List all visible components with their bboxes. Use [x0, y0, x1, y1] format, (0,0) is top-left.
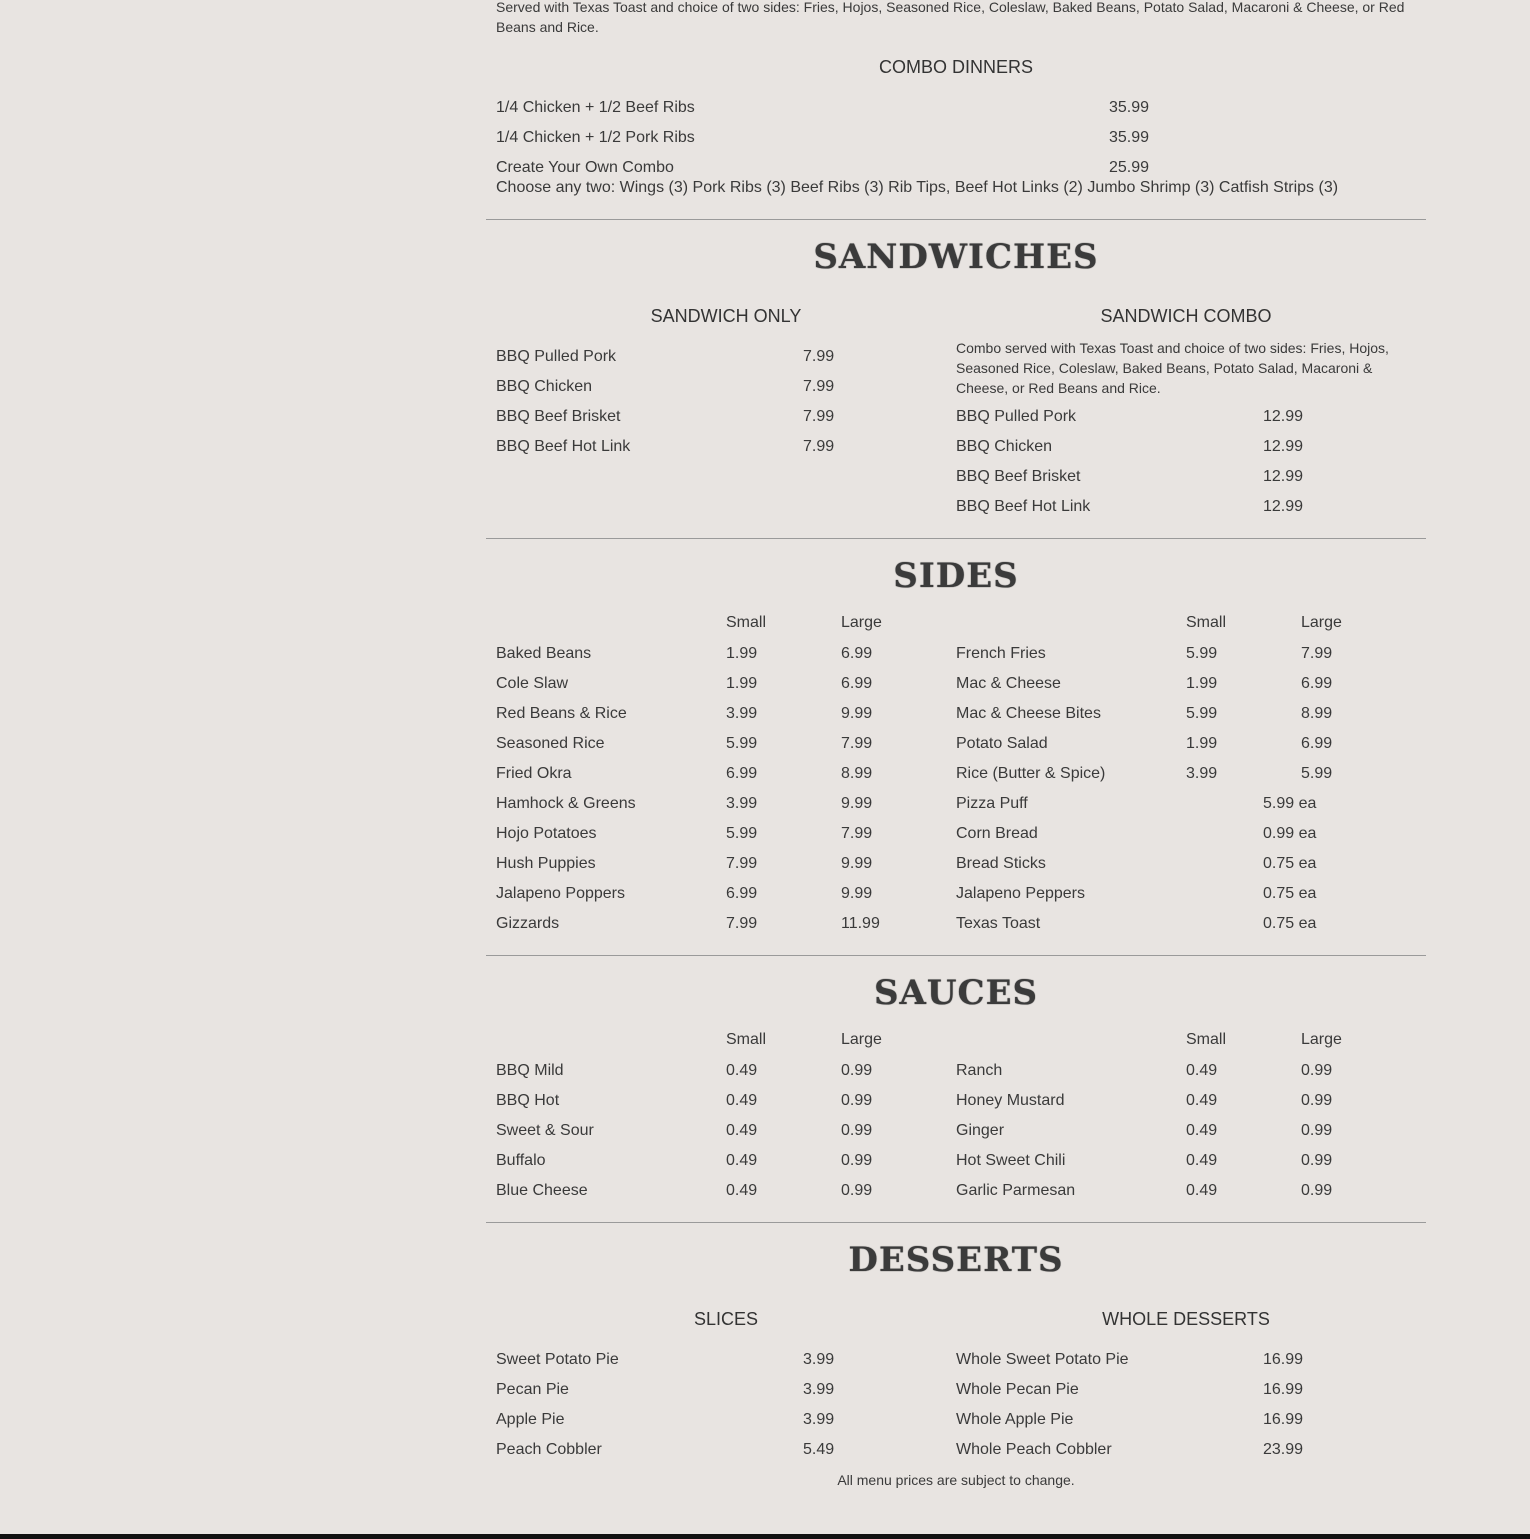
side-item-small-price: 5.99 [1186, 645, 1218, 662]
side-item-small-price: 6.99 [726, 885, 758, 902]
sauce-item-name: Blue Cheese [496, 1182, 588, 1199]
side-item-small-price: 5.99 [1186, 705, 1218, 722]
side-item-small-price: 3.99 [726, 705, 758, 722]
platters-note: Served with Texas Toast and choice of two sides: Fries, Hojos, Seasoned Rice, Coleslaw, Baked Beans, Potato Salad, Macaroni & Cheese, or Red Beans and Rice. [496, 0, 1405, 35]
sauces-large-header-left: Large [841, 1031, 882, 1048]
dessert-whole-item-name: Whole Pecan Pie [956, 1381, 1079, 1398]
sauce-item-large-price: 0.99 [841, 1062, 873, 1079]
sandwich-combo-item-name: BBQ Beef Brisket [956, 468, 1081, 485]
side-each-item-price: 0.75 ea [1263, 885, 1317, 902]
sauce-item-name: Ranch [956, 1062, 1003, 1079]
divider [486, 1222, 1426, 1223]
side-item-small-price: 7.99 [726, 915, 758, 932]
side-each-item-price: 5.99 ea [1263, 795, 1317, 812]
dessert-slice-item-price: 3.99 [803, 1411, 835, 1428]
side-item-name: Cole Slaw [496, 675, 569, 692]
combo-item-name: Create Your Own Combo [496, 159, 674, 176]
combo-item-price: 25.99 [1109, 159, 1150, 176]
sandwich-only-item-name: BBQ Pulled Pork [496, 348, 617, 365]
sauce-item-large-price: 0.99 [1301, 1062, 1333, 1079]
side-item-large-price: 9.99 [841, 885, 873, 902]
sauce-item-small-price: 0.49 [726, 1152, 758, 1169]
combo-item-name: 1/4 Chicken + 1/2 Pork Ribs [496, 129, 695, 146]
combo-item-price: 35.99 [1109, 99, 1150, 116]
sauce-item-large-price: 0.99 [1301, 1152, 1333, 1169]
sauce-item-large-price: 0.99 [841, 1092, 873, 1109]
sauce-item-name: Ginger [956, 1122, 1005, 1139]
sides-title: SIDES [893, 556, 1019, 596]
side-item-name: Seasoned Rice [496, 735, 605, 752]
sauce-item-small-price: 0.49 [726, 1062, 758, 1079]
side-item-small-price: 7.99 [726, 855, 758, 872]
sandwich-combo-item-price: 12.99 [1263, 408, 1304, 425]
sauce-item-name: Hot Sweet Chili [956, 1152, 1066, 1169]
side-item-large-price: 9.99 [841, 705, 873, 722]
combo-item-price: 35.99 [1109, 129, 1150, 146]
side-item-large-price: 6.99 [841, 675, 873, 692]
sandwich-combo-item-price: 12.99 [1263, 438, 1304, 455]
sides-small-header-left: Small [726, 614, 767, 631]
side-item-small-price: 6.99 [726, 765, 758, 782]
dessert-whole-item-name: Whole Peach Cobbler [956, 1441, 1112, 1458]
dessert-slice-item-name: Pecan Pie [496, 1381, 569, 1398]
side-each-item-name: Bread Sticks [956, 855, 1046, 872]
sandwich-combo-item-price: 12.99 [1263, 498, 1304, 515]
divider [486, 538, 1426, 539]
side-each-item-name: Pizza Puff [956, 795, 1028, 812]
sauce-item-name: Honey Mustard [956, 1092, 1065, 1109]
combo-dinners-title: COMBO DINNERS [878, 57, 1033, 77]
side-item-small-price: 5.99 [726, 735, 758, 752]
sandwich-only-item-name: BBQ Beef Hot Link [496, 438, 631, 455]
dessert-whole-item-price: 16.99 [1263, 1351, 1304, 1368]
dessert-slice-item-name: Apple Pie [496, 1411, 565, 1428]
side-each-item-name: Jalapeno Peppers [956, 885, 1085, 902]
side-item-small-price: 1.99 [1186, 735, 1218, 752]
sandwich-only-item-price: 7.99 [803, 348, 835, 365]
dessert-slice-item-price: 5.49 [803, 1441, 835, 1458]
side-item-name: Mac & Cheese [956, 675, 1061, 692]
side-item-name: Hush Puppies [496, 855, 596, 872]
side-item-small-price: 1.99 [726, 645, 758, 662]
dessert-whole-item-price: 16.99 [1263, 1411, 1304, 1428]
sauce-item-large-price: 0.99 [1301, 1182, 1333, 1199]
sauce-item-name: Garlic Parmesan [956, 1182, 1076, 1199]
desserts-title: DESSERTS [848, 1240, 1064, 1280]
footer-note: All menu prices are subject to change. [837, 1472, 1075, 1488]
sauce-item-name: BBQ Mild [496, 1062, 564, 1079]
side-item-name: Gizzards [496, 915, 560, 932]
side-item-large-price: 7.99 [841, 735, 873, 752]
combo-item-name: 1/4 Chicken + 1/2 Beef Ribs [496, 99, 695, 116]
side-item-name: French Fries [956, 645, 1046, 662]
side-item-small-price: 1.99 [726, 675, 758, 692]
dessert-whole-item-price: 16.99 [1263, 1381, 1304, 1398]
side-item-name: Red Beans & Rice [496, 705, 627, 722]
sandwich-combo-title: SANDWICH COMBO [1100, 306, 1272, 326]
side-item-name: Jalapeno Poppers [496, 885, 625, 902]
side-item-name: Potato Salad [956, 735, 1048, 752]
side-item-name: Hojo Potatoes [496, 825, 597, 842]
sauce-item-small-price: 0.49 [726, 1122, 758, 1139]
sauce-item-large-price: 0.99 [841, 1152, 873, 1169]
sides-small-header-right: Small [1186, 614, 1227, 631]
side-item-large-price: 9.99 [841, 795, 873, 812]
sauces-small-header-left: Small [726, 1031, 767, 1048]
dessert-whole-item-name: Whole Sweet Potato Pie [956, 1351, 1129, 1368]
dessert-whole-item-name: Whole Apple Pie [956, 1411, 1074, 1428]
sauces-small-header-right: Small [1186, 1031, 1227, 1048]
side-item-large-price: 11.99 [841, 915, 880, 932]
side-item-name: Baked Beans [496, 645, 592, 662]
side-item-small-price: 1.99 [1186, 675, 1218, 692]
sauce-item-small-price: 0.49 [726, 1092, 758, 1109]
sauce-item-large-price: 0.99 [1301, 1092, 1333, 1109]
side-item-small-price: 5.99 [726, 825, 758, 842]
sauce-item-small-price: 0.49 [1186, 1182, 1218, 1199]
sides-large-header-left: Large [841, 614, 882, 631]
sandwich-only-item-name: BBQ Chicken [496, 378, 593, 395]
sandwich-combo-note: Combo served with Texas Toast and choice of two sides: Fries, Hojos, Seasoned Rice, Coleslaw, Baked Beans, Potato Salad, Macaroni & Cheese, or Red Beans and Rice. [956, 340, 1389, 396]
side-item-large-price: 8.99 [1301, 705, 1333, 722]
sauce-item-small-price: 0.49 [1186, 1062, 1218, 1079]
side-each-item-price: 0.75 ea [1263, 915, 1317, 932]
side-item-large-price: 6.99 [1301, 675, 1333, 692]
side-each-item-name: Texas Toast [956, 915, 1041, 932]
sauces-large-header-right: Large [1301, 1031, 1342, 1048]
sandwich-only-title: SANDWICH ONLY [650, 306, 802, 326]
divider [486, 219, 1426, 220]
side-item-small-price: 3.99 [1186, 765, 1218, 782]
side-item-large-price: 5.99 [1301, 765, 1333, 782]
sauce-item-small-price: 0.49 [1186, 1092, 1218, 1109]
side-item-large-price: 7.99 [1301, 645, 1333, 662]
sides-large-header-right: Large [1301, 614, 1342, 631]
sandwich-combo-item-name: BBQ Beef Hot Link [956, 498, 1091, 515]
side-item-small-price: 3.99 [726, 795, 758, 812]
sandwich-only-item-price: 7.99 [803, 438, 835, 455]
side-item-name: Mac & Cheese Bites [956, 705, 1101, 722]
combo-note: Choose any two: Wings (3) Pork Ribs (3) Beef Ribs (3) Rib Tips, Beef Hot Links (2) Jumbo Shrimp (3) Catfish Strips (3) [496, 179, 1339, 196]
sandwiches-title: SANDWICHES [813, 237, 1099, 277]
sandwich-combo-item-price: 12.99 [1263, 468, 1304, 485]
dessert-whole-item-price: 23.99 [1263, 1441, 1304, 1458]
sandwich-combo-item-name: BBQ Pulled Pork [956, 408, 1077, 425]
sauce-item-large-price: 0.99 [841, 1182, 873, 1199]
sauce-item-small-price: 0.49 [1186, 1122, 1218, 1139]
sandwich-combo-item-name: BBQ Chicken [956, 438, 1053, 455]
side-item-large-price: 7.99 [841, 825, 873, 842]
dessert-slice-item-price: 3.99 [803, 1381, 835, 1398]
dessert-slice-item-name: Sweet Potato Pie [496, 1351, 619, 1368]
sauce-item-large-price: 0.99 [1301, 1122, 1333, 1139]
dessert-slice-item-price: 3.99 [803, 1351, 835, 1368]
side-each-item-price: 0.99 ea [1263, 825, 1317, 842]
sauce-item-small-price: 0.49 [726, 1182, 758, 1199]
side-each-item-price: 0.75 ea [1263, 855, 1317, 872]
side-item-large-price: 6.99 [841, 645, 873, 662]
sandwich-only-item-price: 7.99 [803, 408, 835, 425]
sandwich-only-item-name: BBQ Beef Brisket [496, 408, 621, 425]
side-item-name: Rice (Butter & Spice) [956, 765, 1106, 782]
divider [486, 955, 1426, 956]
sauces-title: SAUCES [873, 973, 1039, 1013]
sauce-item-name: Buffalo [496, 1152, 546, 1169]
side-item-name: Hamhock & Greens [496, 795, 636, 812]
side-item-large-price: 9.99 [841, 855, 873, 872]
side-each-item-name: Corn Bread [956, 825, 1038, 842]
dessert-slice-item-name: Peach Cobbler [496, 1441, 602, 1458]
side-item-name: Fried Okra [496, 765, 572, 782]
slices-title: SLICES [693, 1309, 759, 1329]
sauce-item-name: BBQ Hot [496, 1092, 560, 1109]
bottom-bar [0, 1534, 1530, 1539]
sandwich-only-item-price: 7.99 [803, 378, 835, 395]
sauce-item-large-price: 0.99 [841, 1122, 873, 1139]
sauce-item-name: Sweet & Sour [496, 1122, 594, 1139]
side-item-large-price: 6.99 [1301, 735, 1333, 752]
side-item-large-price: 8.99 [841, 765, 873, 782]
whole-desserts-title: WHOLE DESSERTS [1102, 1309, 1270, 1329]
sauce-item-small-price: 0.49 [1186, 1152, 1218, 1169]
